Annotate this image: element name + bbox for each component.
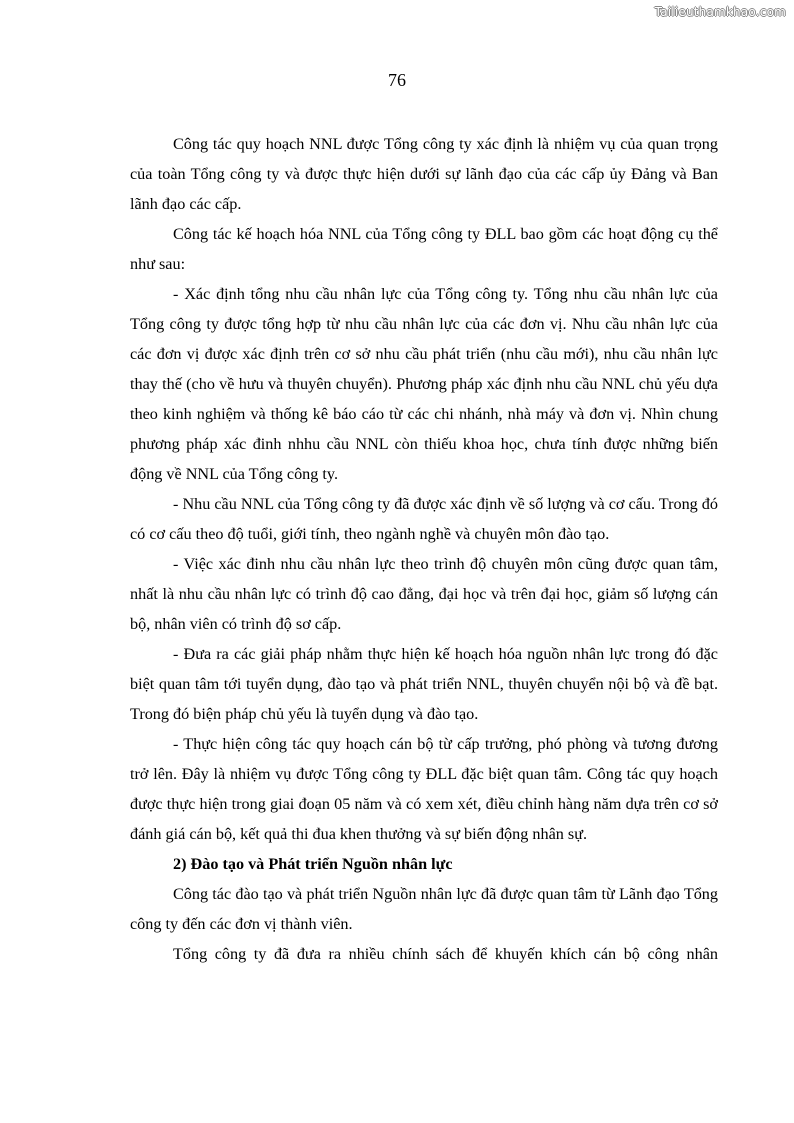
paragraph: Công tác quy hoạch NNL được Tổng công ty xác định là nhiệm vụ của quan trọng của toàn Tổng công ty và được thực hiện dưới sự lãnh đạo của các cấp ủy Đảng và Ban lãnh đạo các cấp.	[130, 135, 718, 213]
paragraph: - Thực hiện công tác quy hoạch cán bộ từ cấp trưởng, phó phòng và tương đương trở lên. Đây là nhiệm vụ được Tổng công ty ĐLL đặc biệt quan tâm. Công tác quy hoạch được thực hiện trong giai đoạn 05 năm và có xem xét, điều chỉnh hàng năm dựa trên cơ sở đánh giá cán bộ, kết quả thi đua khen thưởng và sự biến động nhân sự.	[130, 735, 718, 843]
watermark: Tailieuthamkhao.com	[654, 5, 786, 19]
paragraph: - Việc xác đinh nhu cầu nhân lực theo trình độ chuyên môn cũng được quan tâm, nhất là nhu cầu nhân lực có trình độ cao đẳng, đại học và trên đại học, giảm số lượng cán bộ, nhân viên có trình độ sơ cấp.	[130, 555, 718, 633]
paragraph: - Đưa ra các giải pháp nhằm thực hiện kế hoạch hóa nguồn nhân lực trong đó đặc biệt quan tâm tới tuyển dụng, đào tạo và phát triển NNL, thuyên chuyển nội bộ và đề bạt. Trong đó biện pháp chủ yếu là tuyển dụng và đào tạo.	[130, 645, 718, 723]
paragraph: Công tác đào tạo và phát triển Nguồn nhân lực đã được quan tâm từ Lãnh đạo Tổng công ty đến các đơn vị thành viên.	[130, 885, 718, 933]
section-heading: 2) Đào tạo và Phát triển Nguồn nhân lực	[173, 855, 453, 873]
paragraph: - Xác định tổng nhu cầu nhân lực của Tổng công ty. Tổng nhu cầu nhân lực của Tổng công ty được tổng hợp từ nhu cầu nhân lực của các đơn vị. Nhu cầu nhân lực của các đơn vị được xác định trên cơ sở nhu cầu phát triển (nhu cầu mới), nhu cầu nhân lực thay thế (cho về hưu và thuyên chuyển). Phương pháp xác định nhu cầu NNL chủ yếu dựa theo kinh nghiệm và thống kê báo cáo từ các chi nhánh, nhà máy và đơn vị. Nhìn chung phương pháp xác đinh nhhu cầu NNL còn thiếu khoa học, chưa tính được những biến động về NNL của Tổng công ty.	[130, 285, 718, 483]
page-number: 76	[388, 70, 406, 90]
paragraph: - Nhu cầu NNL của Tổng công ty đã được xác định về số lượng và cơ cấu. Trong đó có cơ cấu theo độ tuổi, giới tính, theo ngành nghề và chuyên môn đào tạo.	[130, 495, 718, 543]
paragraph-last: Tổng công ty đã đưa ra nhiều chính sách để khuyến khích cán bộ công nhân	[173, 945, 718, 963]
paragraph: Công tác kế hoạch hóa NNL của Tổng công ty ĐLL bao gồm các hoạt động cụ thể như sau:	[130, 225, 718, 273]
document-body	[130, 129, 718, 969]
